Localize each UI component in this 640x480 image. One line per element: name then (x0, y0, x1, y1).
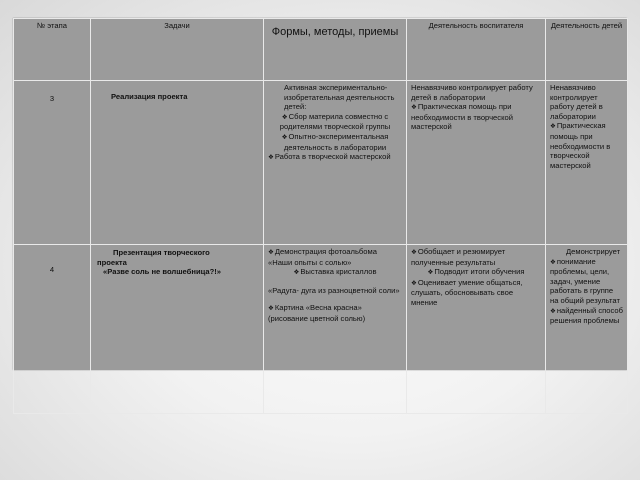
stage-number: 4 (14, 245, 91, 414)
teacher-cell (407, 81, 546, 245)
document-sheet (13, 18, 627, 370)
children-cell (546, 81, 628, 245)
task-cell (91, 245, 264, 414)
children-cell (546, 245, 628, 414)
header-teacher: Деятельность воспитателя (407, 19, 546, 81)
list-item: ❖ найденный способ решения проблемы (550, 306, 623, 326)
header-tasks: Задачи (91, 19, 264, 81)
forms-intro: Активная экспериментально-изобретательная деятельность детей: (284, 83, 395, 112)
task-line: Презентация творческого (113, 248, 210, 257)
list-item: ❖ Оценивает умение общаться, слушать, обосновывать свое мнение (411, 278, 541, 308)
teacher-intro: Ненавязчиво контролирует работу детей в лаборатории (411, 83, 533, 102)
list-item: ❖ Опытно-экспериментальная деятельность в лаборатории (268, 132, 402, 152)
forms-cell (264, 81, 407, 245)
header-children: Деятельность детей (546, 19, 628, 81)
children-intro: Демонстрирует (566, 247, 621, 256)
list-item: ❖ Подводит итоги обучения (411, 267, 541, 278)
table-row (14, 81, 628, 245)
task-line: проекта (97, 257, 127, 267)
list-item: ❖ Сбор материла совместно с родителями творческой группы (268, 112, 402, 132)
project-stages-table (13, 18, 628, 414)
list-item: «Радуга- дуга из разноцветной соли» (268, 285, 400, 295)
list-item: ❖ Практическая помощь при необходимости в творческой мастерской (550, 121, 623, 170)
spacer (268, 295, 402, 303)
header-forms: Формы, методы, приемы (264, 19, 407, 81)
list-item: ❖ понимание проблемы, цели, задач, умение работать в группе на общий результат (550, 257, 623, 306)
table-row (14, 245, 628, 414)
spacer (268, 278, 402, 286)
list-item: ❖ Работа в творческой мастерской (268, 152, 402, 163)
forms-cell (264, 245, 407, 414)
list-item: ❖ Практическая помощь при необходимости в творческой мастерской (411, 102, 541, 132)
task-line: «Разве соль не волшебница?!» (103, 267, 221, 277)
list-item: ❖ Выставка кристаллов (268, 267, 402, 278)
list-item: ❖ Картина «Весна красна» (рисование цветной солью) (268, 303, 402, 323)
table-header-row (14, 19, 628, 81)
teacher-cell (407, 245, 546, 414)
list-item: ❖ Обобщает и резюмирует полученные результаты (411, 247, 541, 267)
list-item: ❖ Демонстрация фотоальбома «Наши опыты с солью» (268, 247, 402, 267)
header-stage: № этапа (14, 19, 91, 81)
task-cell: Реализация проекта (91, 81, 264, 245)
children-intro: Ненавязчиво контролирует работу детей в лаборатории (550, 83, 603, 121)
stage-number: 3 (14, 81, 91, 245)
